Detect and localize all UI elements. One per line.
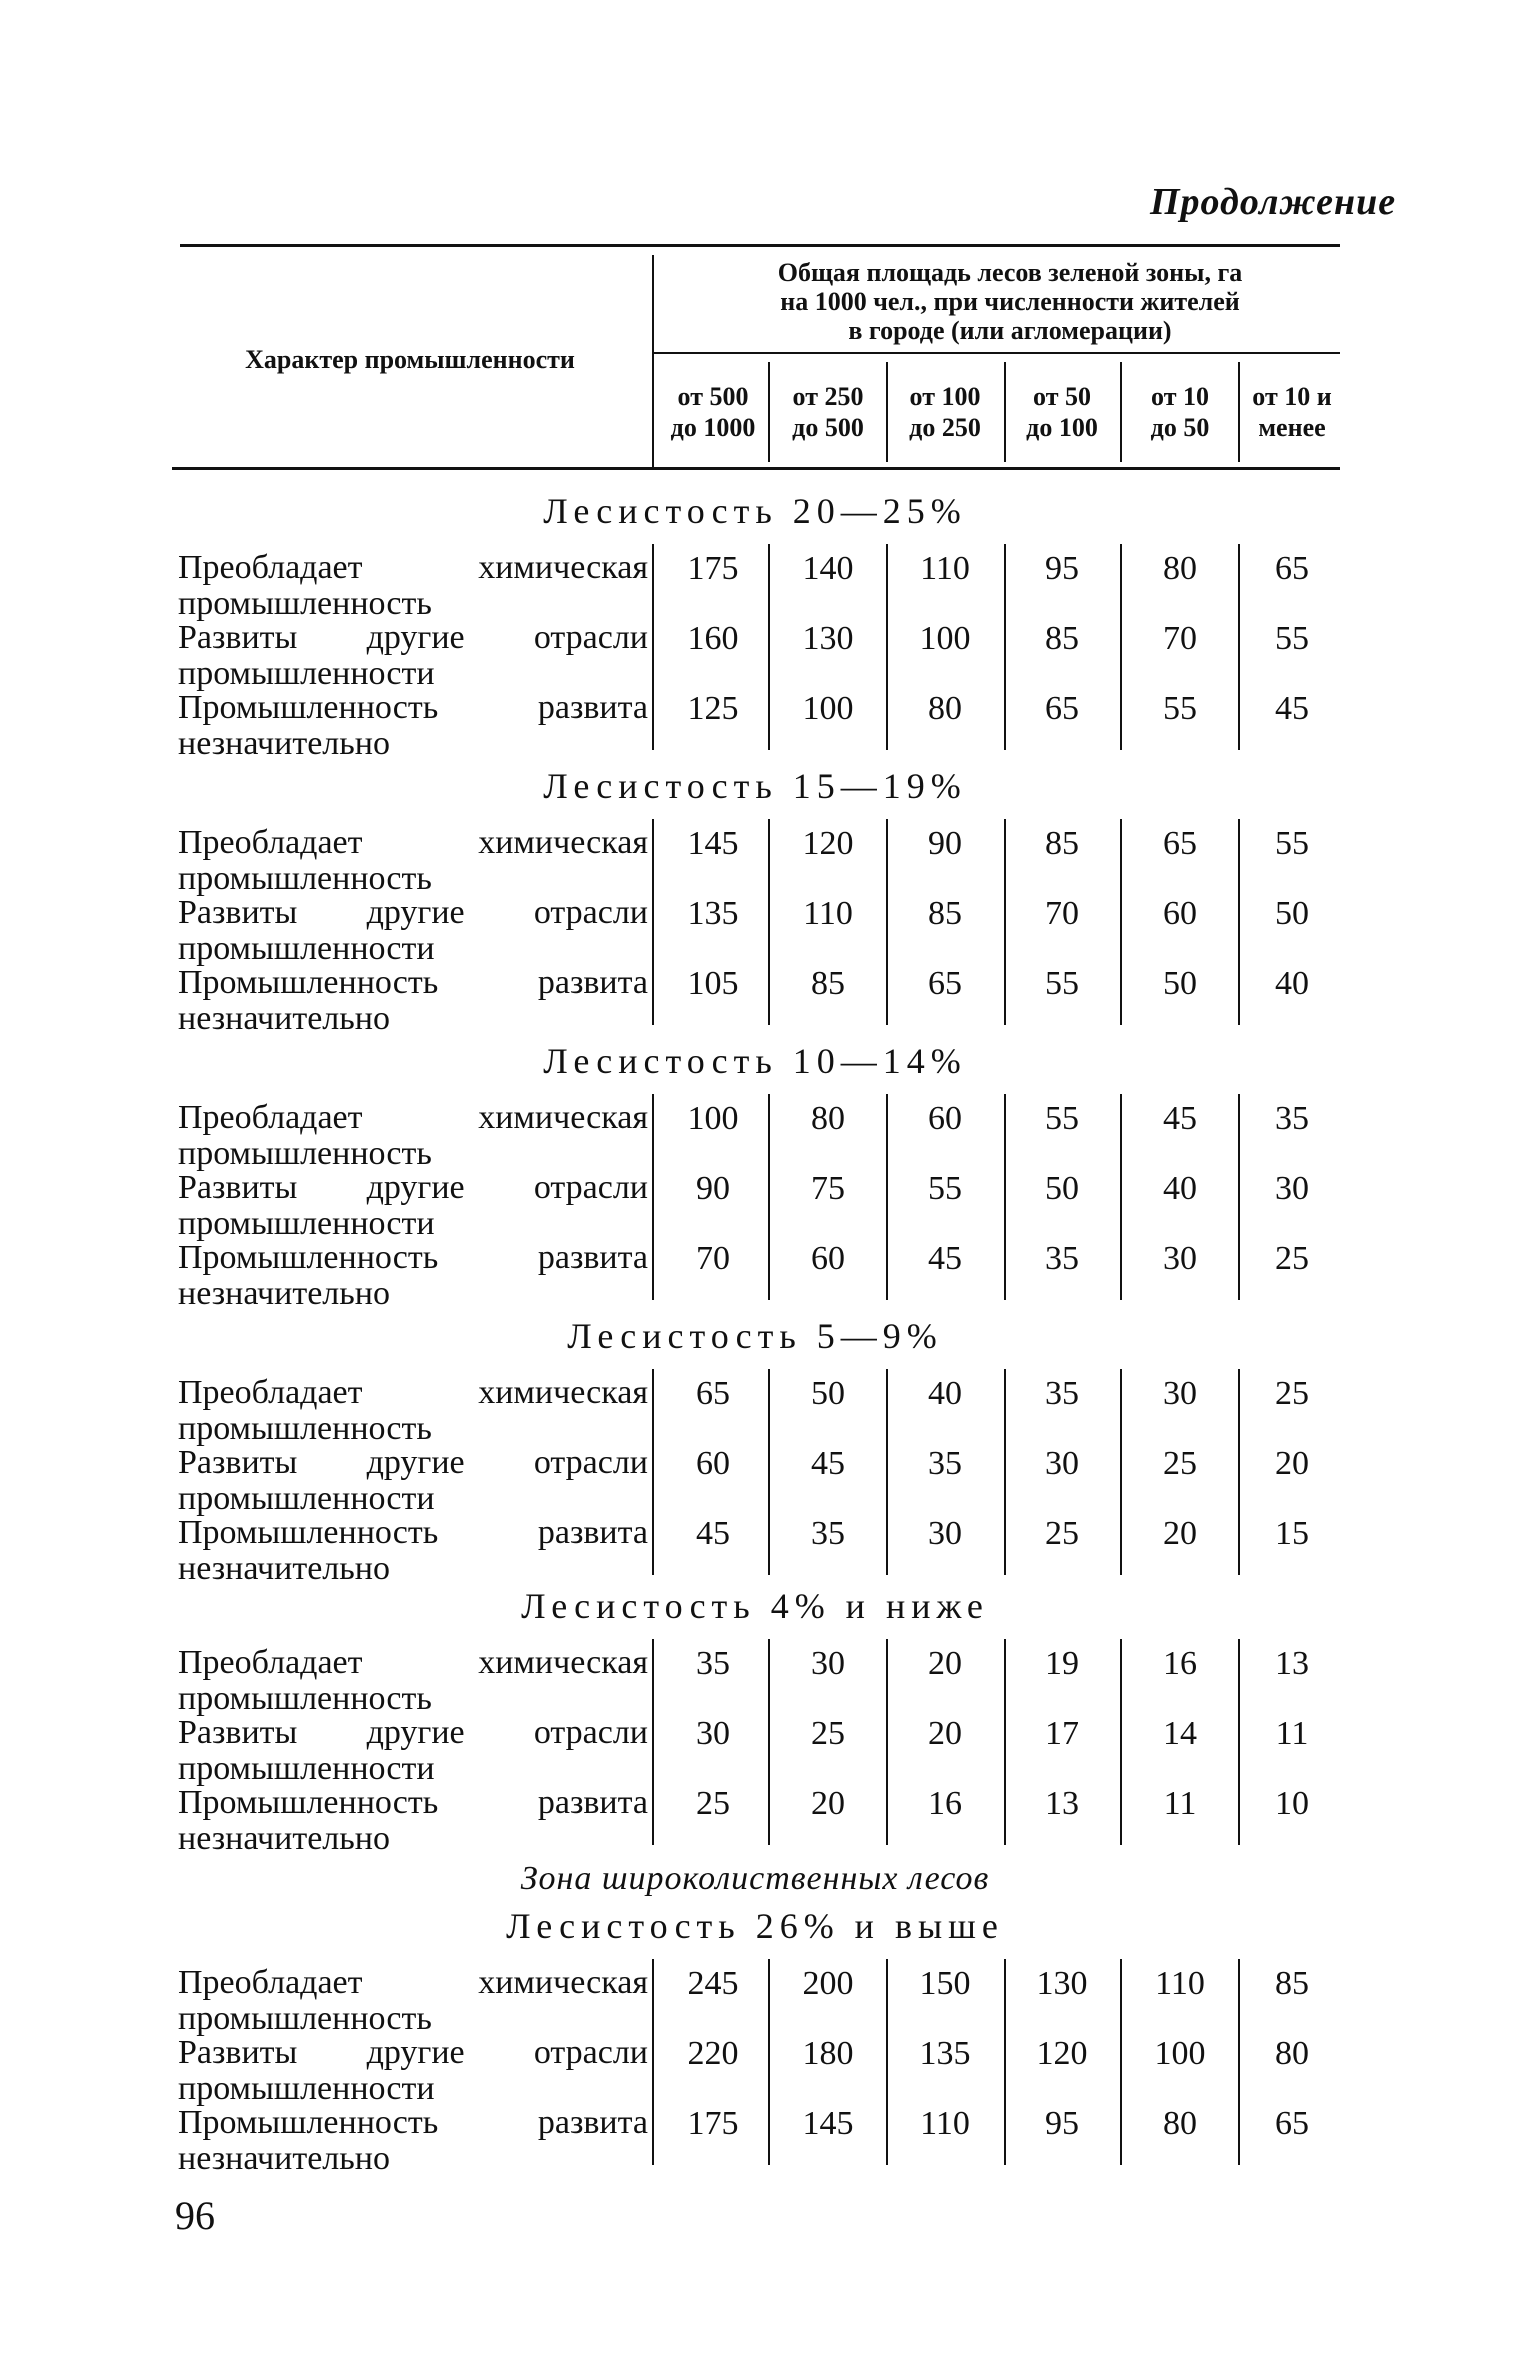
table-cell: 11 [1163, 1785, 1197, 1822]
column-separator [768, 1094, 770, 1300]
column-separator [886, 1639, 888, 1845]
row-label-word: Промышленность [178, 689, 439, 726]
table-cell: 25 [1163, 1445, 1197, 1482]
row-label-word: промышленность [178, 1680, 432, 1717]
table-cell: 30 [1045, 1445, 1079, 1482]
table-cell: 125 [687, 690, 739, 727]
table-cell: 110 [1155, 1965, 1205, 2002]
row-label-word: промышленности [178, 2070, 435, 2107]
column-separator [1120, 1094, 1122, 1300]
table-cell: 35 [1045, 1375, 1079, 1412]
row-label-word: незначительно [178, 725, 390, 762]
row-label-word: развита [537, 1784, 648, 1821]
header-group-rule [652, 352, 1340, 354]
column-separator [1120, 819, 1122, 1025]
row-label-line [178, 825, 648, 861]
row-label-word: промышленности [178, 1750, 435, 1787]
row-label [178, 690, 648, 762]
table-cell: 175 [687, 550, 739, 587]
row-label-word: другие [366, 1169, 465, 1206]
table-cell: 110 [920, 2105, 970, 2142]
row-label-word: химическая [478, 1099, 648, 1136]
column-header-line: от 10 и [1252, 382, 1332, 411]
table-cell: 40 [928, 1375, 962, 1412]
column-group-header [700, 258, 1320, 345]
column-header-line: от 10 [1151, 382, 1209, 411]
table-cell: 25 [1275, 1240, 1309, 1277]
row-label [178, 1965, 648, 2037]
column-separator [1120, 1639, 1122, 1845]
row-label-word: отрасли [533, 1714, 648, 1751]
row-label-word: развита [537, 689, 648, 726]
table-cell: 65 [696, 1375, 730, 1412]
table-cell: 55 [1045, 1100, 1079, 1137]
table-cell: 85 [1045, 620, 1079, 657]
section-title: Лесистость 20—25% [543, 491, 967, 531]
row-label [178, 1170, 648, 1242]
table-cell: 175 [687, 2105, 739, 2142]
table-cell: 55 [1275, 825, 1309, 862]
section-title: Лесистость 4% и ниже [521, 1586, 989, 1626]
row-label-word: отрасли [533, 1444, 648, 1481]
table-cell: 65 [1275, 2105, 1309, 2142]
table-cell: 30 [811, 1645, 845, 1682]
table-cell: 65 [928, 965, 962, 1002]
group-header-line: в городе (или агломерации) [848, 316, 1172, 345]
row-label [178, 825, 648, 897]
row-label-word: промышленность [178, 585, 432, 622]
column-header-line: до 500 [792, 413, 864, 442]
row-label-word: другие [366, 2034, 465, 2071]
column-separator [1120, 544, 1122, 750]
row-label-word: промышленность [178, 860, 432, 897]
section-title: Лесистость 5—9% [567, 1316, 943, 1356]
table-cell: 25 [696, 1785, 730, 1822]
table-cell: 20 [1275, 1445, 1309, 1482]
table-cell: 145 [687, 825, 739, 862]
table-cell: 20 [811, 1785, 845, 1822]
row-label-word: промышленность [178, 1410, 432, 1447]
page-number: 96 [175, 2193, 215, 2238]
section-title: Лесистость 10—14% [543, 1041, 967, 1081]
column-separator [886, 1369, 888, 1575]
row-label-word: химическая [478, 1374, 648, 1411]
table-cell: 40 [1275, 965, 1309, 1002]
table-cell: 135 [919, 2035, 971, 2072]
column-separator [1004, 819, 1006, 1025]
table-cell: 10 [1275, 1785, 1309, 1822]
table-cell: 100 [1154, 2035, 1206, 2072]
row-label-line [178, 895, 648, 931]
table-cell: 150 [919, 1965, 971, 2002]
row-label-line [178, 1100, 648, 1136]
row-label-word: химическая [478, 1964, 648, 2001]
row-label [178, 1445, 648, 1517]
table-cell: 145 [802, 2105, 854, 2142]
column-header-line: менее [1258, 413, 1326, 442]
row-label-word: Промышленность [178, 2104, 439, 2141]
table-cell: 180 [802, 2035, 854, 2072]
table-cell: 100 [687, 1100, 739, 1137]
table-cell: 11 [1275, 1715, 1309, 1752]
row-label [178, 2035, 648, 2107]
row-label-word: отрасли [533, 1169, 648, 1206]
table-cell: 13 [1045, 1785, 1079, 1822]
header-separator [768, 362, 770, 462]
table-cell: 30 [696, 1715, 730, 1752]
table-cell: 50 [1275, 895, 1309, 932]
row-label-word: Промышленность [178, 1239, 439, 1276]
row-label-word: отрасли [533, 2034, 648, 2071]
table-cell: 16 [928, 1785, 962, 1822]
table-cell: 55 [1163, 690, 1197, 727]
table-cell: 85 [1275, 1965, 1309, 2002]
group-header-line: на 1000 чел., при численности жителей [780, 287, 1240, 316]
column-separator [652, 1639, 654, 1845]
section-title: Лесистость 15—19% [543, 766, 967, 806]
table-cell: 65 [1045, 690, 1079, 727]
header-bottom-rule [172, 467, 1340, 470]
row-label-line [178, 1645, 648, 1681]
table-cell: 45 [1163, 1100, 1197, 1137]
row-label-line [178, 1375, 648, 1411]
row-label-word: отрасли [533, 894, 648, 931]
column-separator [886, 1959, 888, 2165]
column-separator [1004, 1369, 1006, 1575]
column-header [1122, 381, 1238, 443]
continuation-label: Продолжение [1150, 181, 1397, 223]
table-cell: 120 [802, 825, 854, 862]
column-header-line: до 100 [1026, 413, 1098, 442]
table-cell: 45 [1275, 690, 1309, 727]
table-cell: 30 [1163, 1375, 1197, 1412]
table-cell: 50 [1163, 965, 1197, 1002]
row-label-word: Преобладает [178, 1964, 363, 2001]
table-cell: 60 [1163, 895, 1197, 932]
row-label-line [178, 1445, 648, 1481]
column-separator [1004, 544, 1006, 750]
column-header-line: от 250 [792, 382, 864, 411]
row-label-line [178, 1515, 648, 1551]
column-separator [768, 1959, 770, 2165]
column-header-line: от 50 [1033, 382, 1091, 411]
table-cell: 80 [811, 1100, 845, 1137]
table-cell: 80 [1275, 2035, 1309, 2072]
row-label-word: Преобладает [178, 1644, 363, 1681]
table-cell: 30 [1275, 1170, 1309, 1207]
row-label-word: промышленность [178, 1135, 432, 1172]
row-label [178, 1100, 648, 1172]
table-cell: 19 [1045, 1645, 1079, 1682]
row-label-word: незначительно [178, 2140, 390, 2177]
table-cell: 120 [1036, 2035, 1088, 2072]
header-top-rule [180, 244, 1340, 247]
table-cell: 135 [687, 895, 739, 932]
table-cell: 55 [1275, 620, 1309, 657]
table-cell: 25 [811, 1715, 845, 1752]
table-cell: 245 [687, 1965, 739, 2002]
header-separator [652, 255, 654, 467]
row-label-word: другие [366, 1714, 465, 1751]
row-label-word: другие [366, 1444, 465, 1481]
table-cell: 65 [1163, 825, 1197, 862]
column-separator [1120, 1369, 1122, 1575]
row-label-line [178, 1785, 648, 1821]
table-cell: 50 [1045, 1170, 1079, 1207]
row-label-word: Преобладает [178, 824, 363, 861]
header-separator [1004, 362, 1006, 462]
table-cell: 80 [1163, 2105, 1197, 2142]
table-cell: 95 [1045, 550, 1079, 587]
column-separator [652, 544, 654, 750]
row-label [178, 1515, 648, 1587]
table-cell: 30 [928, 1515, 962, 1552]
table-cell: 85 [928, 895, 962, 932]
table-cell: 220 [687, 2035, 739, 2072]
table-cell: 90 [696, 1170, 730, 1207]
table-cell: 17 [1045, 1715, 1079, 1752]
row-label [178, 1715, 648, 1787]
table-cell: 45 [811, 1445, 845, 1482]
table-cell: 70 [1045, 895, 1079, 932]
table-cell: 45 [696, 1515, 730, 1552]
table-cell: 55 [928, 1170, 962, 1207]
row-label-word: Развиты [178, 2034, 298, 2071]
row-label-word: незначительно [178, 1820, 390, 1857]
row-label [178, 965, 648, 1037]
row-label-word: другие [366, 619, 465, 656]
row-label [178, 1375, 648, 1447]
column-separator [1004, 1959, 1006, 2165]
column-header [1004, 381, 1120, 443]
table-cell: 35 [1275, 1100, 1309, 1137]
table-cell: 80 [928, 690, 962, 727]
table-cell: 25 [1045, 1515, 1079, 1552]
table-cell: 85 [1045, 825, 1079, 862]
header-separator [1238, 362, 1240, 462]
row-label-line [178, 550, 648, 586]
row-label [178, 550, 648, 622]
row-label [178, 2105, 648, 2177]
table-cell: 95 [1045, 2105, 1079, 2142]
row-label-word: промышленности [178, 930, 435, 967]
row-label-word: Развиты [178, 1714, 298, 1751]
column-separator [1120, 1959, 1122, 2165]
table-cell: 80 [1163, 550, 1197, 587]
row-label-word: Преобладает [178, 549, 363, 586]
row-label-word: развита [537, 964, 648, 1001]
table-cell: 85 [811, 965, 845, 1002]
column-separator [768, 544, 770, 750]
row-label-line [178, 1240, 648, 1276]
group-header-line: Общая площадь лесов зеленой зоны, га [777, 258, 1243, 287]
table-cell: 35 [811, 1515, 845, 1552]
row-label-word: химическая [478, 1644, 648, 1681]
row-label-line [178, 965, 648, 1001]
row-label-word: Преобладает [178, 1374, 363, 1411]
table-cell: 60 [811, 1240, 845, 1277]
table-cell: 70 [696, 1240, 730, 1277]
row-label-word: развита [537, 1239, 648, 1276]
table-cell: 35 [928, 1445, 962, 1482]
row-label-line [178, 690, 648, 726]
table-cell: 50 [811, 1375, 845, 1412]
row-label-word: Развиты [178, 619, 298, 656]
column-separator [768, 1369, 770, 1575]
table-cell: 65 [1275, 550, 1309, 587]
row-label-word: промышленности [178, 1480, 435, 1517]
header-separator [1120, 362, 1122, 462]
row-label-word: промышленности [178, 1205, 435, 1242]
row-label-word: Промышленность [178, 1514, 439, 1551]
table-cell: 25 [1275, 1375, 1309, 1412]
column-header [887, 381, 1003, 443]
column-header [1234, 381, 1350, 443]
column-separator [768, 1639, 770, 1845]
column-header-line: от 500 [677, 382, 749, 411]
row-label-word: промышленность [178, 2000, 432, 2037]
row-label [178, 1240, 648, 1312]
table-cell: 14 [1163, 1715, 1197, 1752]
column-separator [652, 1369, 654, 1575]
table-cell: 13 [1275, 1645, 1309, 1682]
column-separator [886, 819, 888, 1025]
row-label-word: незначительно [178, 1275, 390, 1312]
row-label-word: Развиты [178, 1169, 298, 1206]
table-cell: 60 [696, 1445, 730, 1482]
row-label-line [178, 1170, 648, 1206]
row-label-line [178, 2035, 648, 2071]
row-label [178, 620, 648, 692]
row-label-word: Преобладает [178, 1099, 363, 1136]
column-header-line: от 100 [909, 382, 981, 411]
column-separator [652, 1094, 654, 1300]
table-cell: 35 [696, 1645, 730, 1682]
section-title: Лесистость 26% и выше [506, 1906, 1004, 1946]
table-cell: 15 [1275, 1515, 1309, 1552]
table-cell: 105 [687, 965, 739, 1002]
row-label-word: Развиты [178, 1444, 298, 1481]
column-header [655, 381, 771, 443]
column-header [770, 381, 886, 443]
table-cell: 160 [687, 620, 739, 657]
table-cell: 100 [802, 690, 854, 727]
column-separator [1004, 1094, 1006, 1300]
row-label-word: Промышленность [178, 1784, 439, 1821]
table-cell: 110 [920, 550, 970, 587]
column-header-line: до 1000 [670, 413, 756, 442]
column-separator [652, 819, 654, 1025]
table-cell: 100 [919, 620, 971, 657]
row-label-word: химическая [478, 824, 648, 861]
row-label-line [178, 1715, 648, 1751]
row-label-line [178, 620, 648, 656]
table-cell: 20 [928, 1645, 962, 1682]
row-label-word: промышленности [178, 655, 435, 692]
column-separator [1004, 1639, 1006, 1845]
row-header-label: Характер промышленности [245, 345, 575, 374]
row-label-word: Промышленность [178, 964, 439, 1001]
table-cell: 70 [1163, 620, 1197, 657]
row-label-word: развита [537, 1514, 648, 1551]
row-label-line [178, 2105, 648, 2141]
table-cell: 200 [802, 1965, 854, 2002]
row-label-word: незначительно [178, 1550, 390, 1587]
row-label-word: химическая [478, 549, 648, 586]
table-cell: 40 [1163, 1170, 1197, 1207]
row-label-word: отрасли [533, 619, 648, 656]
row-label-word: другие [366, 894, 465, 931]
column-header-line: до 250 [909, 413, 981, 442]
row-label-word: незначительно [178, 1000, 390, 1037]
table-cell: 110 [803, 895, 853, 932]
table-cell: 60 [928, 1100, 962, 1137]
table-cell: 130 [1036, 1965, 1088, 2002]
column-separator [886, 544, 888, 750]
table-cell: 35 [1045, 1240, 1079, 1277]
table-cell: 90 [928, 825, 962, 862]
row-label [178, 1645, 648, 1717]
column-separator [652, 1959, 654, 2165]
row-label-word: развита [537, 2104, 648, 2141]
column-separator [886, 1094, 888, 1300]
zone-title: Зона широколиственных лесов [520, 1860, 990, 1897]
table-cell: 140 [802, 550, 854, 587]
row-label-word: Развиты [178, 894, 298, 931]
table-cell: 16 [1163, 1645, 1197, 1682]
table-cell: 20 [928, 1715, 962, 1752]
row-label [178, 895, 648, 967]
table-cell: 55 [1045, 965, 1079, 1002]
table-cell: 30 [1163, 1240, 1197, 1277]
header-separator [886, 362, 888, 462]
row-label [178, 1785, 648, 1857]
column-header-line: до 50 [1150, 413, 1210, 442]
table-cell: 75 [811, 1170, 845, 1207]
row-label-line [178, 1965, 648, 2001]
column-separator [768, 819, 770, 1025]
table-cell: 130 [802, 620, 854, 657]
table-cell: 45 [928, 1240, 962, 1277]
table-cell: 20 [1163, 1515, 1197, 1552]
